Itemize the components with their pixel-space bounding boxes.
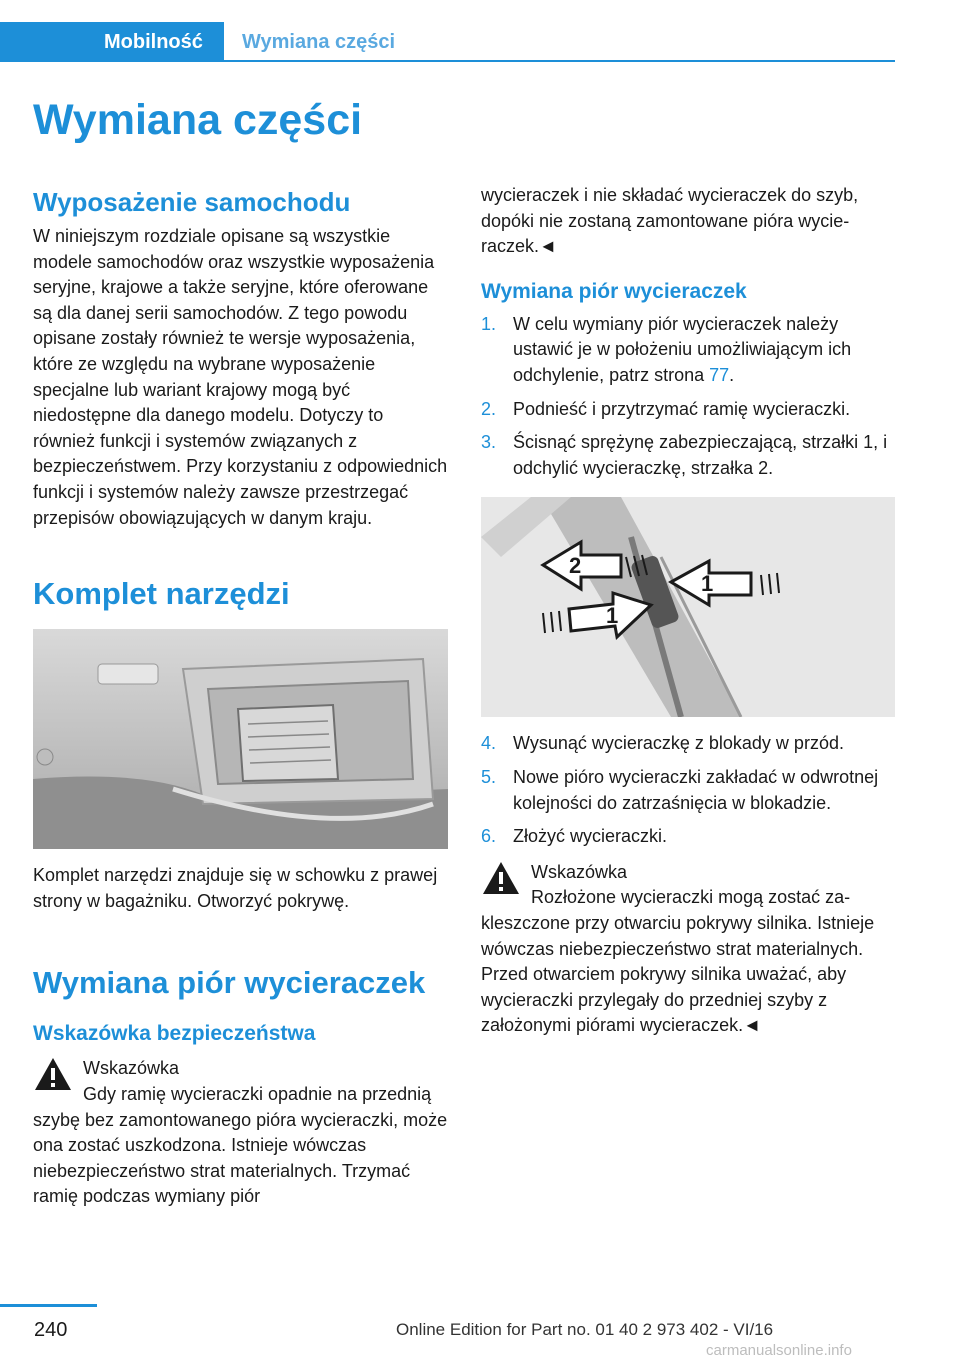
section-subtitle-bezpieczenstwa: Wskazówka bezpieczeństwa: [33, 1022, 316, 1046]
right-column: [481, 183, 895, 1039]
steps-list-1: [481, 312, 895, 482]
watermark: carmanualsonline.info: [706, 1342, 852, 1359]
step-number: 3.: [481, 432, 497, 453]
warning-triangle-icon: [481, 860, 521, 896]
warning-text-1: Gdy ramię wycieraczki opadnie na przednią szybę bez zamontowanego pióra wycieraczki, może ona zostać uszkodzona. Istnieje wówczas niebezpieczeństwo strat materialnych. Trzymać ramię podczas wymiany piór: [33, 1083, 448, 1207]
section-title-wyposazenie: Wyposażenie samochodu: [33, 187, 351, 217]
step-4: [481, 731, 895, 757]
warning-label-2: Wskazówka: [531, 861, 628, 882]
figure-label-1b: 1: [606, 603, 619, 629]
section-text-wyposazenie: W niniejszym rozdziale opisane są wszystkie modele samochodów oraz wszystkie wyposażenia seryjne, krajowe a także seryjne, które oferowane są dla danej serii samochodów. Z tego powodu opisane zostały również te wersje wyposażenia, które ze względu na wybrane wyposażenie specjalne lub wariant krajowy mogą być niedostępne dla danego modelu. Dotyczy to również funkcji i systemów związanych z bezpieczeństwem. Przy korzystaniu z odpowiednich funkcji i systemów należy zawsze przestrzegać przepisów obowiązujących w danym kraju.: [33, 226, 448, 528]
warning-label-1: Wskazówka: [83, 1058, 180, 1079]
step-6: [481, 824, 895, 850]
step-2: [481, 397, 895, 423]
figure-label-2: 2: [569, 553, 582, 579]
header-bar: [0, 22, 895, 62]
step-text: Podnieść i przytrzymać ramię wycieraczki.: [513, 398, 851, 419]
step-number: 4.: [481, 733, 497, 754]
figure-label-1: 1: [701, 571, 714, 597]
step-3: [481, 430, 895, 481]
left-column: [33, 186, 448, 1210]
step-text: Nowe pióro wycieraczki zakładać w odwrotnej kolejności do zatrzaśnięcia w blokadzie.: [513, 766, 879, 813]
steps-list-2: [481, 731, 895, 849]
step-text: Wysunąć wycieraczkę z blokady w przód.: [513, 733, 844, 754]
tab-wymiana-czesci[interactable]: Wymiana części: [242, 31, 396, 53]
step-number: 2.: [481, 398, 497, 419]
step-1: [481, 312, 895, 389]
step-number: 5.: [481, 766, 497, 787]
step-number: 1.: [481, 313, 497, 334]
page-link[interactable]: 77: [709, 364, 730, 385]
edition-info: Online Edition for Part no. 01 40 2 973 402 - VI/16: [396, 1320, 774, 1339]
step-text: Ścisnąć sprężynę zabezpieczającą, strzałki 1, i odchylić wycieraczkę, strzałka 2.: [513, 432, 888, 478]
warning-triangle-icon: [33, 1056, 73, 1092]
step-5: [481, 765, 895, 816]
wiper-illustration: [481, 497, 895, 717]
page-number: 240: [34, 1319, 68, 1341]
footer-rule: [0, 1304, 97, 1307]
chapter-title: Wymiana części: [33, 96, 363, 144]
step-text-end: .: [729, 364, 735, 385]
step-number: 6.: [481, 826, 497, 847]
warning-box-2: [481, 860, 895, 1039]
wiper-arm-image: [481, 497, 895, 717]
wiper-subtitle: Wymiana piór wycieraczek: [481, 279, 747, 303]
tab-mobilnosc[interactable]: Mobilność: [0, 22, 224, 62]
warning-text-2: Rozłożone wycieraczki mogą zostać zakleszczone przy otwarciu pokrywy silnika. Istnieje wówczas niebezpieczeństwo strat materialnych. Przed otwarciem pokrywy silnika uważać, aby wycieraczki przylegały do przedniej szyby z założonymi piórami wycieraczek.◄: [481, 887, 875, 1036]
step-text: Złożyć wycieraczki.: [513, 826, 668, 847]
warning-box-1: [33, 1056, 448, 1210]
section-text-komplet: Komplet narzędzi znajduje się w schowku z prawej strony w bagażniku. Otworzyć pokrywę.: [33, 865, 438, 911]
section-title-komplet: Komplet narzędzi: [33, 576, 290, 612]
trunk-toolkit-image: [33, 629, 448, 849]
trunk-illustration: [33, 629, 448, 849]
header-rule: [224, 60, 895, 62]
section-title-wymiana: Wymiana piór wycieraczek: [33, 965, 426, 1001]
continued-text: wycieraczek i nie składać wycieraczek do szyb, dopóki nie zostaną zamontowane pióra wycieraczek.◄: [481, 185, 859, 257]
step-text: W celu wymiany piór wycieraczek należy ustawić je w położeniu umożliwiającym ich odchylenie, patrz strona: [513, 313, 852, 385]
